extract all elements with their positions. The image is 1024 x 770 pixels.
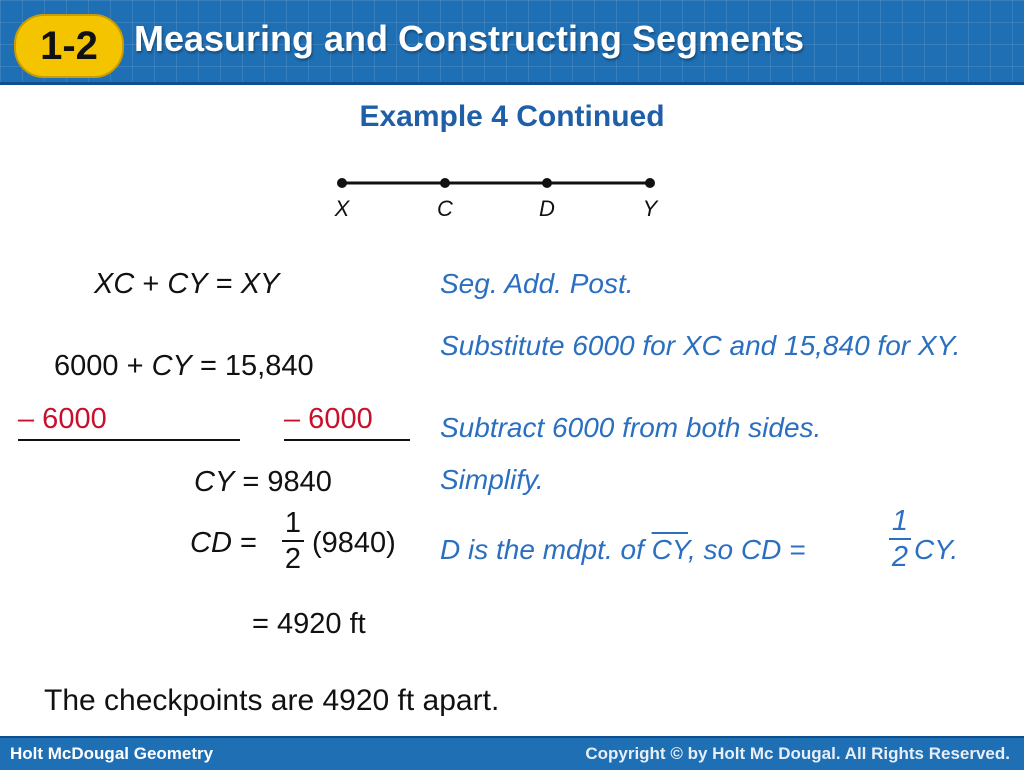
label-c: C [437,196,453,221]
step5-lhs: CD = [190,527,257,559]
label-x: X [334,196,350,221]
step1-equation: XC + CY = XY [94,268,280,300]
point-d [542,178,552,188]
step5-paren-value: (9840) [312,527,396,559]
step2-equation: 6000 + CY = 15,840 [54,350,314,382]
step3-left-subtract: – 6000 [18,403,107,435]
step3-right-underline [284,439,410,441]
step5-reason: D is the mdpt. of $\overline{CY}$, so CD = [440,534,806,565]
step3-right-subtract: – 6000 [284,403,373,435]
step4-equation: CY = 9840 [194,466,332,498]
point-x [337,178,347,188]
step1-reason: Seg. Add. Post. [440,268,634,299]
step5-fraction: 1 2 [282,508,304,574]
point-c [440,178,450,188]
step3-left-underline [18,439,240,441]
step5-reason-fraction: 1 2 [889,506,911,572]
step5-reason-end: CY. [914,534,959,565]
slide-title: Example 4 Continued [359,100,665,133]
header-bar [0,0,1024,85]
segment-diagram [320,168,670,223]
segment-cy-overline: $\overline{CY}$ [651,534,688,565]
step4-reason: Simplify. [440,464,544,495]
step6-result: = 4920 ft [252,608,366,640]
label-d: D [539,196,555,221]
footer-copyright: Copyright © by Holt Mc Dougal. All Rights Reserved. [585,744,1010,763]
point-y [645,178,655,188]
conclusion-text: The checkpoints are 4920 ft apart. [44,684,500,717]
footer-bar [0,736,1024,770]
label-y: Y [642,196,658,221]
step2-reason: Substitute 6000 for XC and 15,840 for XY. [440,330,961,361]
lesson-title: Measuring and Constructing Segments [134,18,805,59]
footer-publisher: Holt McDougal Geometry [10,744,214,763]
lesson-number-badge: 1-2 [14,14,124,78]
step3-reason: Subtract 6000 from both sides. [440,412,822,443]
